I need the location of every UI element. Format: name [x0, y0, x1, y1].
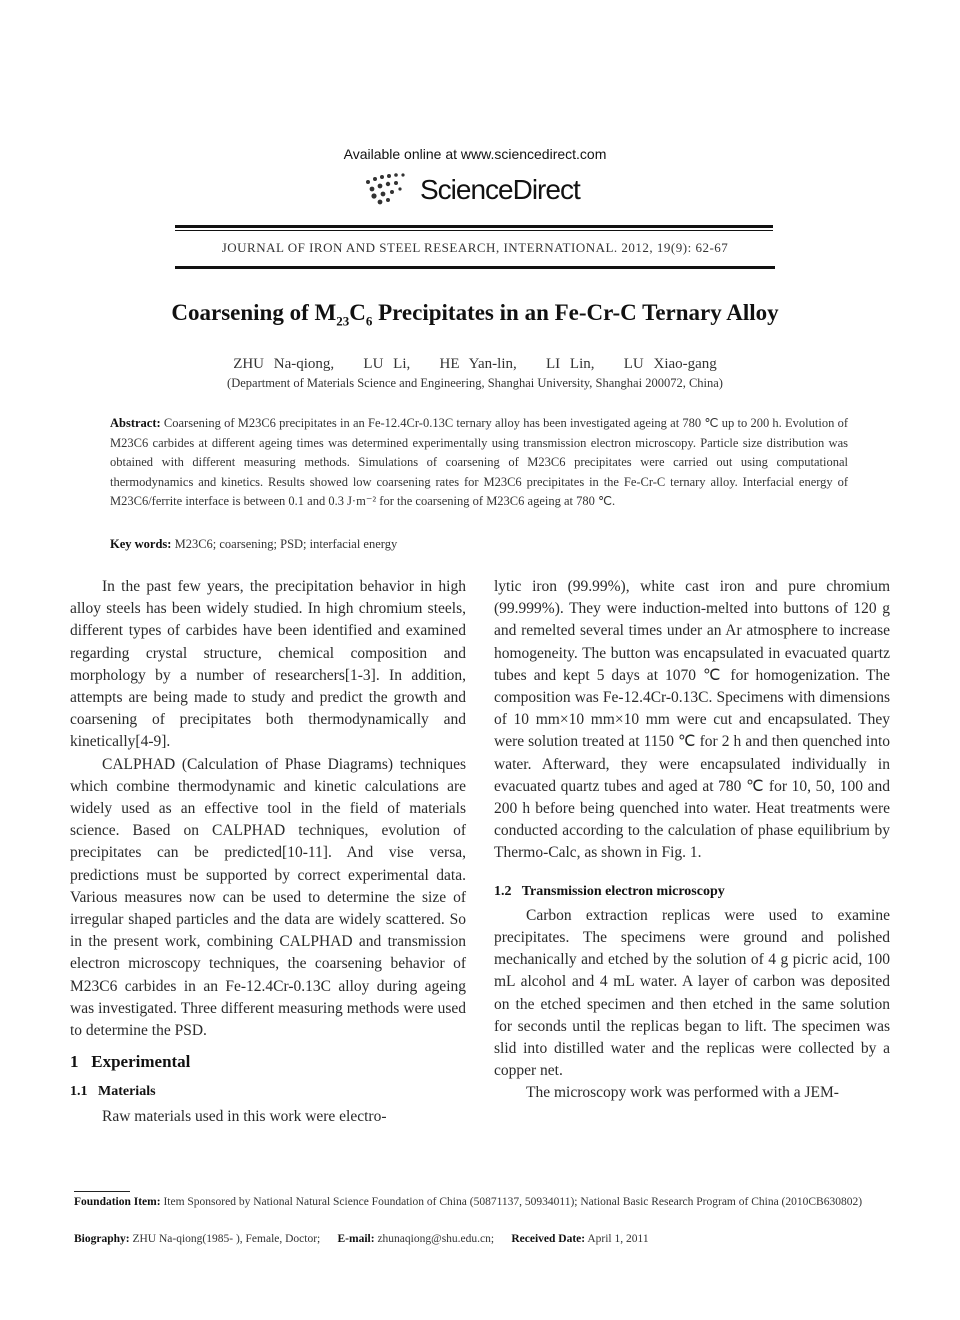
title-text: Coarsening of $M_{23}C_6$ Precipitates in an Fe-Cr-C Ternary Alloy	[171, 300, 779, 329]
abstract-text: Coarsening of M23C6 precipitates in an Fe-12.4Cr-0.13C ternary alloy has been investigated ageing at 780 ℃ up to 200 h. Evolution of M23C6 carbides at different ageing times was determined experimentally using transmission electron microscopy. Particle size distribution was obtained with different measuring methods. Simulations of coarsening of M23C6 precipitates were carried out using computational thermodynamics and kinetics. Results showed low coarsening rates for M23C6 precipitates in the Fe-Cr-C ternary alloy. Interfacial energy of M23C6/ferrite interface is between 0.1 and 0.3 J·m⁻² for the coarsening of M23C6 ageing at 780 ℃.	[110, 416, 848, 508]
foundation-footnote	[74, 1194, 894, 1210]
foundation-label: Foundation Item:	[74, 1196, 161, 1208]
sciencedirect-logo	[358, 170, 598, 212]
paragraph: Carbon extraction replicas were used to examine precipitates. The specimens were ground and polished mechanically and etched by the solution of 4 g picric acid, 100 mL alcohol and 4 mL water. A layer of carbon was deposited on the etched specimen and then etched in the same solution for seconds until the replicas began to lift. The specimen was slid into distilled water and the replicas were collected by a copper net.	[494, 906, 890, 1080]
email-text: zhunaqiong@shu.edu.cn;	[377, 1233, 495, 1245]
keywords	[110, 537, 848, 552]
footnote-rule	[74, 1191, 130, 1192]
header-rule-bottom	[175, 266, 775, 269]
paragraph: In the past few years, the precipitation behavior in high alloy steels has been widely studied. In high chromium steels, different types of carbides have been identified and examined regarding crystal structure, chemical composition and morphology by a number of researchers[1-3]. In addition, attempts are being made to study and predict the growth and coarsening of precipitates both thermodynamically and kinetically[4-9].	[70, 578, 466, 751]
abstract	[110, 414, 848, 512]
biography-label: Biography:	[74, 1233, 130, 1245]
authors: ZHU Na-qiong, LU Li, HE Yan-lin, LI Lin, LU Xiao-gang	[233, 356, 717, 372]
paragraph: The microscopy work was performed with a JEM-	[526, 1084, 839, 1102]
keywords-text: M23C6; coarsening; PSD; interfacial energy	[174, 537, 398, 551]
body-column-left	[70, 576, 466, 1128]
paragraph: CALPHAD (Calculation of Phase Diagrams) techniques which combine thermodynamic and kinetic calculations are widely used as an effective tool in the field of materials science. Based on CALPHAD techniques, evolution of precipitates can be predicted[10-11]. And vise versa, predictions must be supported by correct experimental data. Various measures now can be used to determine the size of irregular shaped particles and the data are widely scattered. So in the present work, combining CALPHAD and transmission electron microscopy techniques, the coarsening behavior of M23C6 carbides in an Fe-12.4Cr-0.13C alloy during ageing was investigated. Three different measuring methods were used to determine the PSD.	[70, 755, 466, 1040]
header-rule-top-thin	[175, 230, 773, 231]
abstract-label: Abstract:	[110, 416, 161, 430]
article-title	[0, 300, 950, 330]
journal-citation: JOURNAL OF IRON AND STEEL RESEARCH, INTERNATIONAL. 2012, 19(9): 62-67	[221, 240, 729, 255]
biography-text: ZHU Na-qiong(1985- ), Female, Doctor;	[132, 1233, 321, 1245]
paragraph: lytic iron (99.99%), white cast iron and pure chromium (99.999%). They were induction-melted into buttons of 120 g and remelted several times under an Ar atmosphere to increase homogeneity. The button was encapsulated in evacuated quartz tubes and kept 5 days at 1070 ℃ for homogenization. The composition was Fe-12.4Cr-0.13C. Specimens with dimensions of 10 mm×10 mm×10 mm were cut and encapsulated. They were solution treated at 1150 ℃ for 2 h and then quenched into water. Afterward, they were encapsulated individually in evacuated quartz tubes and aged at 780 ℃ for 10, 50, 100 and 200 h before being quenched into water. Heat treatments were conducted according to the calculation of phase equilibrium by Thermo-Calc, as shown in Fig. 1.	[494, 578, 890, 862]
subsection-heading: 1.2 Transmission electron microscopy	[494, 883, 725, 899]
email-label: E-mail:	[337, 1233, 375, 1245]
header-rule-top	[175, 225, 773, 228]
subsection-heading: 1.1 Materials	[70, 1084, 156, 1100]
keywords-label: Key words:	[110, 537, 172, 551]
received-label: Received Date:	[511, 1233, 586, 1245]
available-online-text: Available online at www.sciencedirect.com	[343, 146, 607, 162]
affiliation: (Department of Materials Science and Engineering, Shanghai University, Shanghai 200072, China)	[227, 376, 723, 390]
sciencedirect-dots-icon	[358, 170, 418, 210]
paragraph: Raw materials used in this work were electro-	[102, 1107, 387, 1125]
sciencedirect-brand: ScienceDirect	[420, 174, 580, 205]
foundation-text: Item Sponsored by National Natural Science Foundation of China (50871137, 50934011); National Basic Research Program of China (2010CB630802)	[163, 1196, 863, 1208]
section-heading: 1 Experimental	[70, 1052, 191, 1072]
received-text: April 1, 2011	[587, 1233, 649, 1245]
biography-footnote	[74, 1231, 894, 1247]
body-column-right	[494, 576, 890, 1105]
